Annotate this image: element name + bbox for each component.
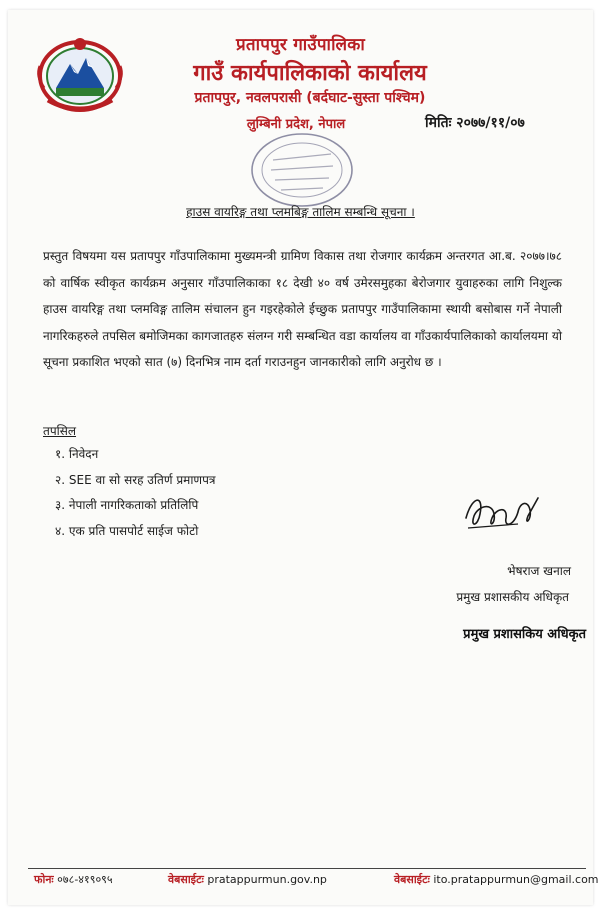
list-item: २. SEE वा सो सरह उतिर्ण प्रमाणपत्र (55, 472, 216, 487)
office-name: गाउँ कार्यपालिकाको कार्यालय (193, 61, 427, 86)
phone-label: फोनः (34, 873, 54, 886)
website-url[interactable]: pratappurmun.gov.np (207, 873, 327, 886)
signature-icon (458, 488, 544, 536)
letter-date: मितिः २०७७/११/०७ (425, 115, 525, 131)
website-label: वेबसाईटः (168, 873, 204, 886)
email-address[interactable]: ito.pratappurmun@gmail.com (433, 873, 599, 886)
province-country: लुम्बिनी प्रदेश, नेपाल (246, 117, 346, 132)
tapasil-list (55, 442, 216, 544)
municipality-name: प्रतापपुर गाउँपालिका (236, 35, 365, 55)
email-label: वेबसाईटः (394, 873, 430, 886)
footer-website (168, 872, 327, 887)
notice-subject: हाउस वायरिङ्ग तथा प्लमबिङ्ग तालिम सम्बन्धि सूचना । (186, 205, 415, 219)
footer-phone (34, 872, 113, 887)
office-stamp-icon (243, 130, 361, 210)
phone-number: ०७८-४१९०९५ (57, 873, 113, 886)
list-item: ४. एक प्रति पासपोर्ट साईज फोटो (55, 523, 199, 538)
list-item: १. निवेदन (55, 447, 99, 461)
footer-email (394, 872, 599, 887)
tapasil-heading: तपसिल (43, 424, 77, 438)
footer-divider (28, 868, 586, 869)
signatory-stamp: प्रमुख प्रशासकिय अधिकृत (463, 627, 586, 642)
signatory-name: भेषराज खनाल (507, 564, 571, 578)
office-address: प्रतापपुर, नवलपरासी (बर्दघाट-सुस्ता पश्चिम) (194, 90, 426, 106)
signatory-title: प्रमुख प्रशासकीय अधिकृत (456, 590, 569, 604)
notice-body: प्रस्तुत विषयमा यस प्रतापपुर गाँउपालिकामा मुख्यमन्त्री ग्रामिण विकास तथा रोजगार कार्यक्रम अन्तरगत आ.ब. २०७७।७८ को वार्षिक स्वीकृत कार्यक्रम अनुसार गाँउपालिकाका १८ देखी ४० वर्ष उमेरसमुहका बेरोजगार युवाहरुका लागि निशुल्क हाउस वायरिङ्ग तथा प्लमविङ्ग तालिम संचालन हुन गइरहेकोले ईच्छुक प्रतापपुर गाउँपालिकामा स्थायी बसोबास गर्ने नेपाली नागरिकहरुले तपसिल बमोजिमका कागजातहरु संलग्न गरी सम्बन्धित वडा कार्यालय वा गाँउकार्यपालिकाको कार्यालयमा यो सूचना प्रकाशित भएको सात (७) दिनभित्र नाम दर्ता गराउनहुन जानकारीको लागि अनुरोध छ । (43, 249, 562, 369)
list-item: ३. नेपाली नागरिकताको प्रतिलिपि (55, 498, 199, 512)
